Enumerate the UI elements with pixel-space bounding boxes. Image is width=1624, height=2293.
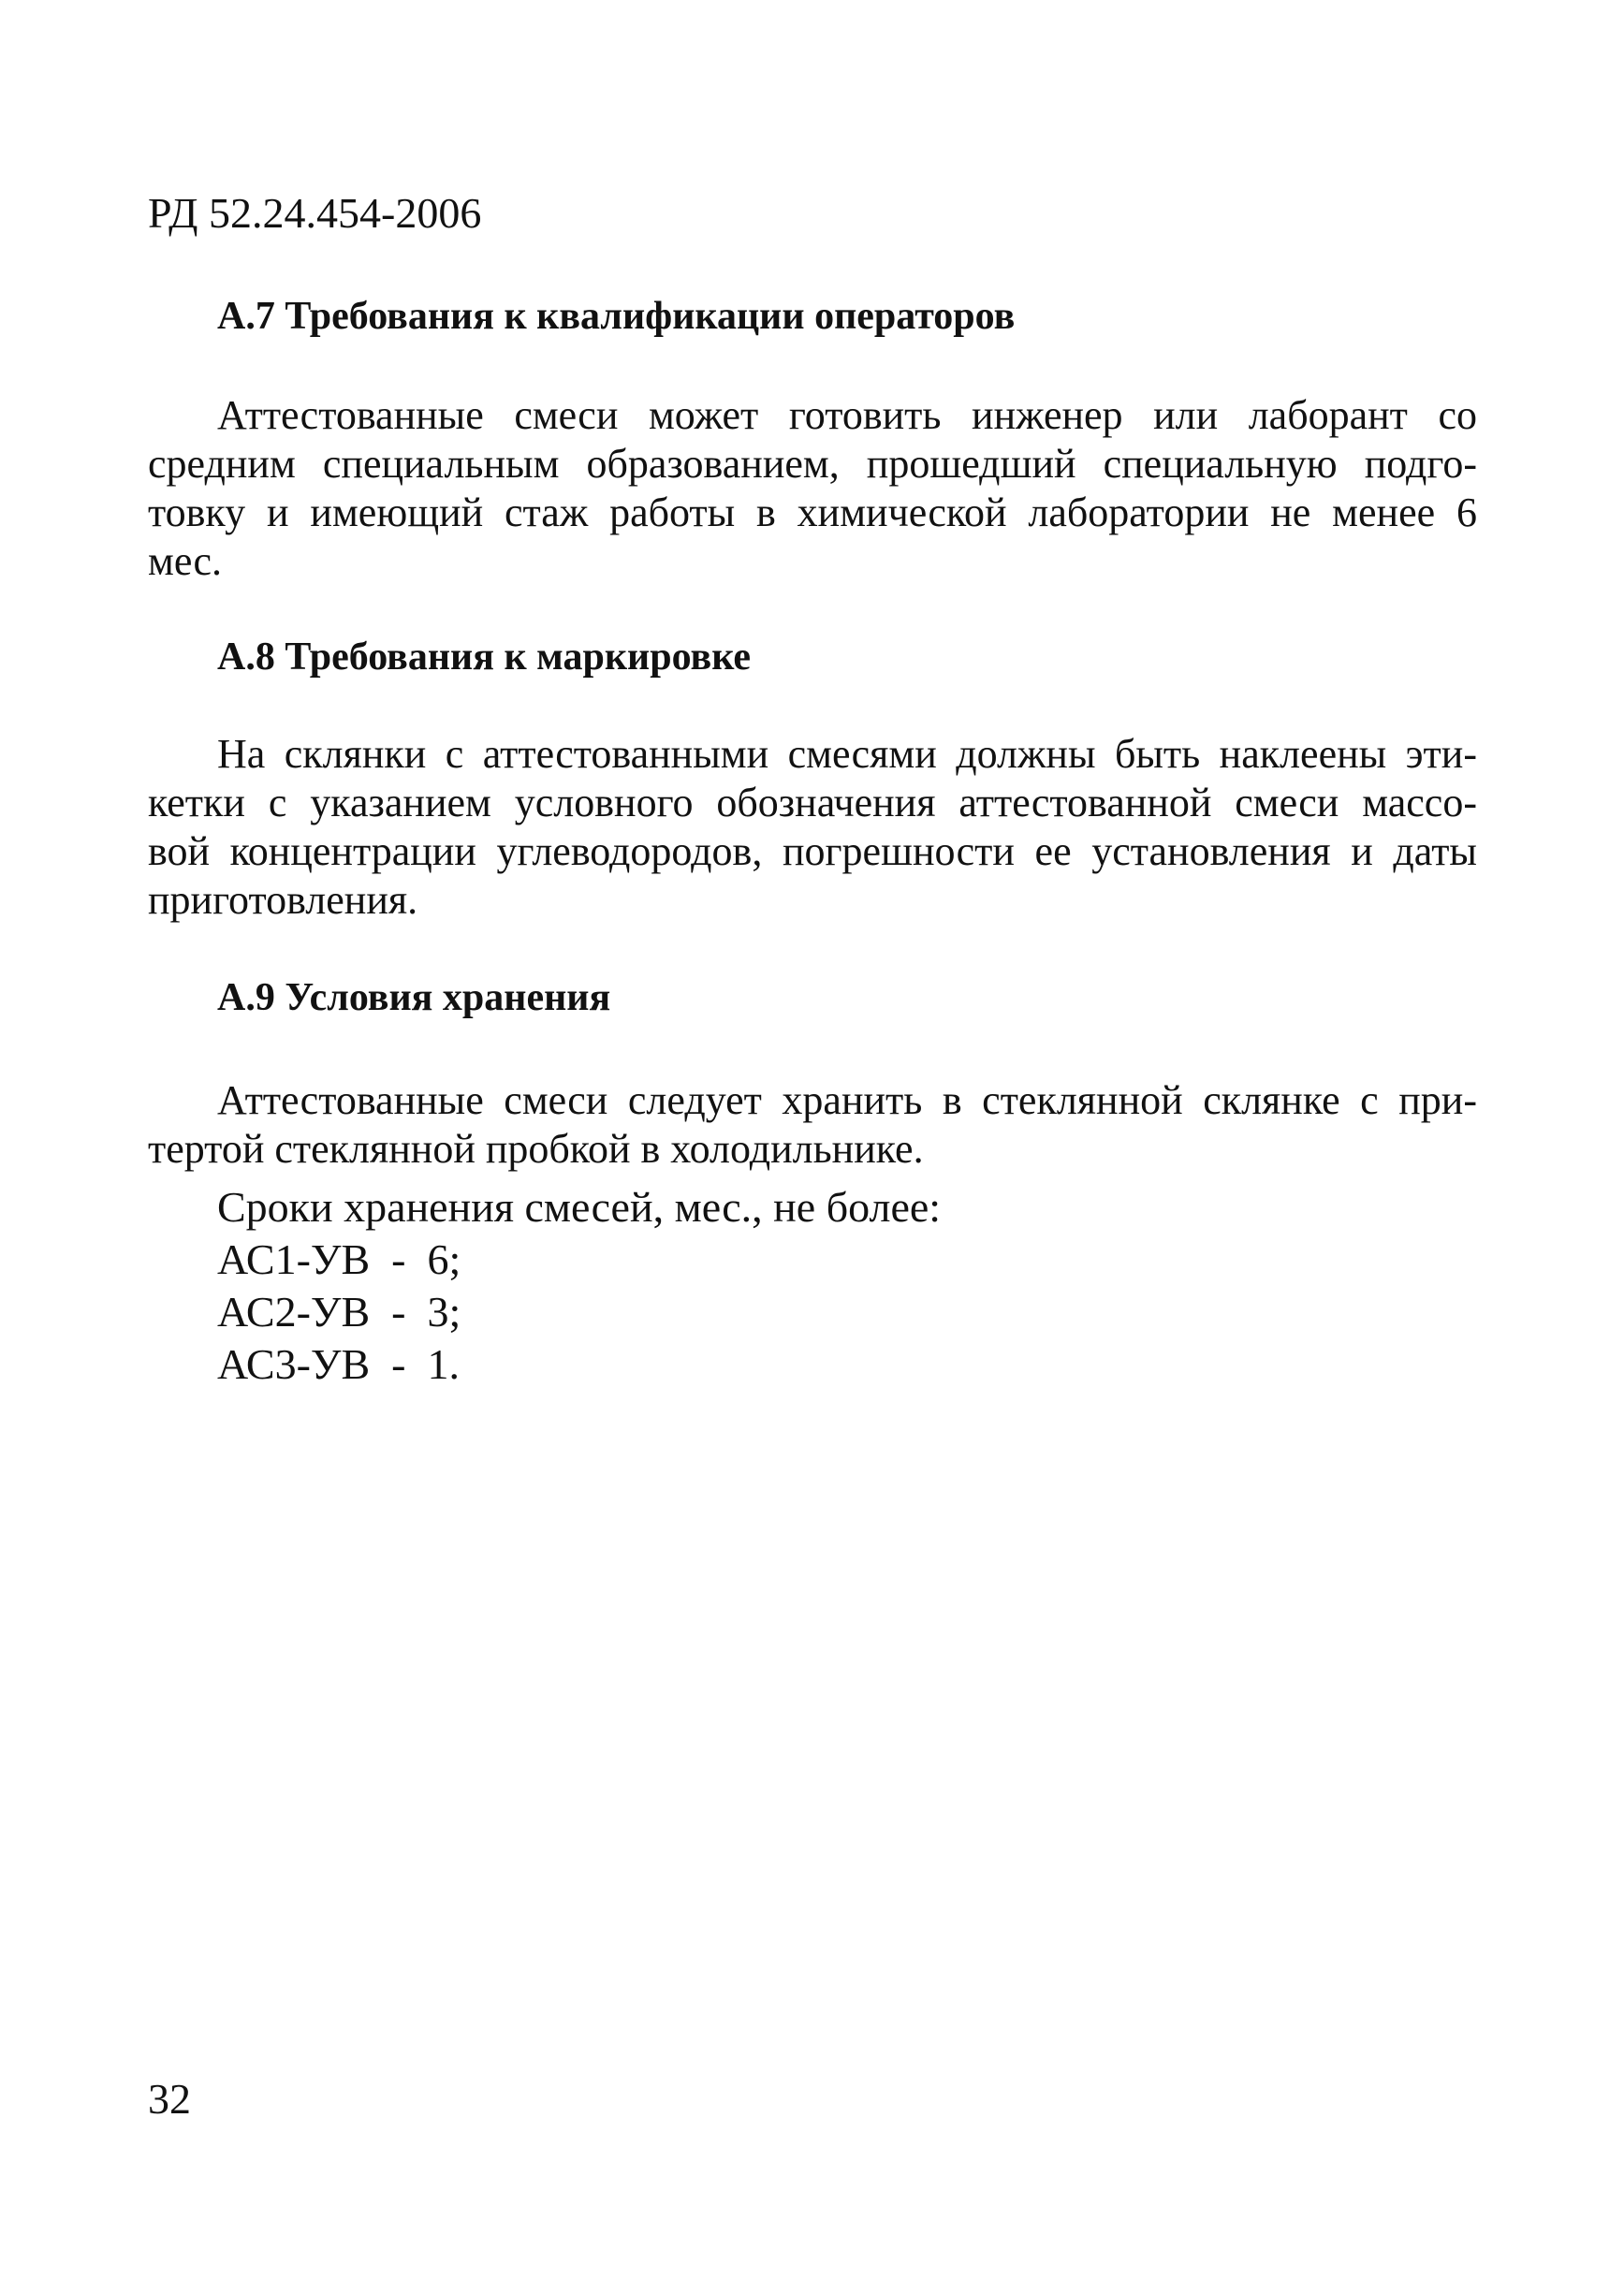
section-heading-a9: А.9 Условия хранения: [217, 976, 611, 1019]
paragraph-line: вой концентрации углеводородов, погрешности ее установления и даты: [148, 828, 1477, 874]
storage-term-item: АС3-УВ - 1.: [217, 1340, 460, 1388]
paragraph-line: мес.: [148, 538, 222, 584]
paragraph-line: кетки с указанием условного обозначения аттестованной смеси массо-: [148, 780, 1477, 825]
storage-term-item: АС2-УВ - 3;: [217, 1288, 461, 1336]
section-heading-a8: А.8 Требования к маркировке: [217, 635, 752, 679]
paragraph-line: тертой стеклянной пробкой в холодильнике.: [148, 1126, 924, 1172]
section-a8-paragraph: [148, 730, 1477, 925]
page-number: 32: [148, 2075, 191, 2123]
section-a9-paragraph: [148, 1076, 1477, 1174]
section-heading-a7: А.7 Требования к квалификации операторов: [217, 295, 1016, 338]
storage-term-item: АС1-УВ - 6;: [217, 1235, 461, 1283]
section-a7-paragraph: [148, 391, 1477, 586]
paragraph-line: приготовления.: [148, 877, 418, 923]
storage-terms-list: [217, 1181, 941, 1391]
paragraph-line: товку и имеющий стаж работы в химической лаборатории не менее 6: [148, 489, 1477, 535]
paragraph-line: На склянки с аттестованными смесями должны быть наклеены эти-: [217, 731, 1477, 777]
storage-terms-intro: Сроки хранения смесей, мес., не более:: [217, 1183, 942, 1231]
paragraph-line: Аттестованные смеси может готовить инженер или лаборант со: [217, 392, 1477, 438]
paragraph-line: Аттестованные смеси следует хранить в стеклянной склянке с при-: [217, 1077, 1477, 1123]
paragraph-line: средним специальным образованием, прошедший специальную подго-: [148, 441, 1477, 487]
document-code: РД 52.24.454-2006: [148, 189, 482, 237]
